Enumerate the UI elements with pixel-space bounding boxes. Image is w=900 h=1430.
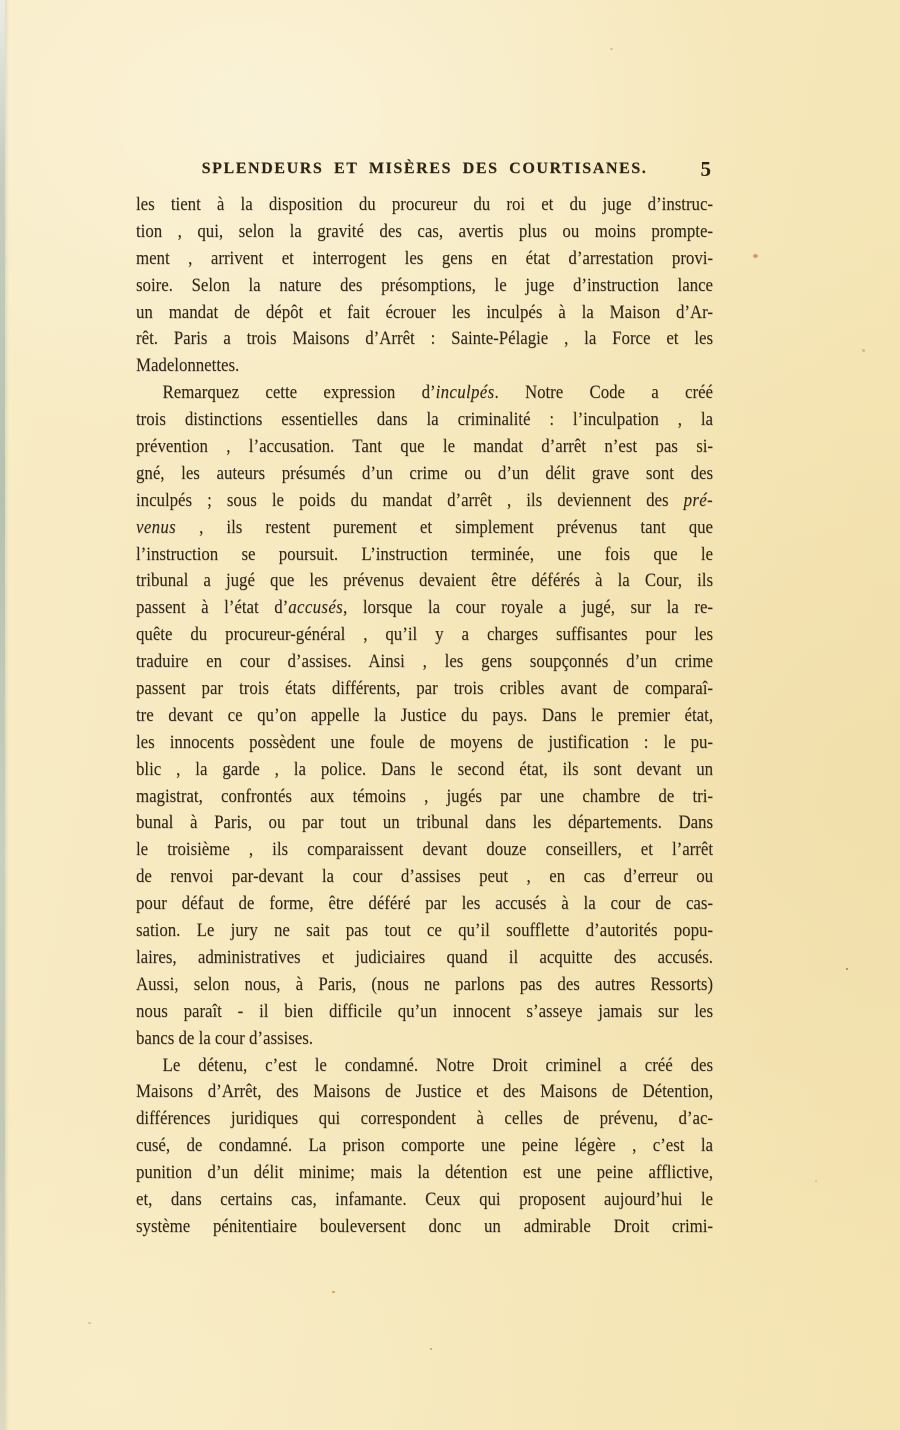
text-segment: , lorsque la cour royale a jugé, sur la re- bbox=[343, 597, 714, 619]
text-segment: Madelonnettes. bbox=[136, 355, 240, 377]
text-segment: blic , la garde , la police. Dans le second état, ils sont devant un bbox=[136, 758, 714, 780]
text-line bbox=[136, 326, 713, 353]
text-segment: les tient à la disposition du procureur du roi et du juge d’instruc- bbox=[136, 194, 714, 215]
text-line bbox=[136, 407, 713, 434]
text-line bbox=[136, 1079, 713, 1106]
text-line bbox=[136, 246, 713, 273]
running-header-title: SPLENDEURS ET MISÈRES DES COURTISANES. bbox=[201, 160, 648, 177]
text-segment: . Notre Code a créé bbox=[494, 382, 714, 404]
text-line bbox=[136, 864, 713, 891]
text-line bbox=[136, 784, 713, 811]
text-line bbox=[136, 1133, 713, 1160]
text-line bbox=[136, 219, 713, 246]
paper-speckle bbox=[88, 1322, 91, 1324]
scan-left-edge-shadow bbox=[5, 0, 9, 1430]
text-segment: tion , qui, selon la gravité des cas, avertis plus ou moins prompte- bbox=[136, 220, 714, 242]
text-line bbox=[136, 810, 713, 837]
paper-speckle bbox=[610, 48, 613, 50]
text-segment: gné, les auteurs présumés d’un crime ou d’un délit grave sont des bbox=[136, 462, 714, 484]
text-segment: ment , arrivent et interrogent les gens en état d’arrestation provi- bbox=[136, 247, 714, 269]
text-line bbox=[136, 999, 713, 1026]
text-line bbox=[136, 434, 713, 461]
text-line bbox=[136, 300, 713, 327]
text-line bbox=[136, 1214, 713, 1241]
paragraph bbox=[136, 380, 713, 1052]
text-line bbox=[136, 461, 713, 488]
text-segment-italic: inculpés bbox=[435, 382, 495, 404]
text-segment: tribunal a jugé que les prévenus devaient être déférés à la Cour, ils bbox=[136, 570, 714, 592]
text-line bbox=[136, 730, 713, 757]
text-segment: trois distinctions essentielles dans la criminalité : l’inculpation , la bbox=[136, 409, 714, 431]
text-segment: pour défaut de forme, être déféré par les accusés à la cour de cas- bbox=[136, 893, 714, 915]
text-segment: le troisième , ils comparaissent devant douze conseillers, et l’arrêt bbox=[136, 839, 714, 861]
paper-speckle bbox=[332, 1291, 335, 1293]
text-line bbox=[136, 595, 713, 622]
text-segment: tre devant ce qu’on appelle la Justice du pays. Dans le premier état, bbox=[136, 704, 714, 726]
text-segment: différences juridiques qui correspondent à celles de prévenu, d’ac- bbox=[136, 1108, 714, 1130]
text-segment: passent à l’état d’ bbox=[136, 597, 289, 619]
text-line bbox=[136, 837, 713, 864]
text-segment: quête du procureur-général , qu’il y a charges suffisantes pour les bbox=[136, 624, 714, 646]
text-line bbox=[136, 192, 713, 219]
text-segment: système pénitentiaire bouleversent donc un admirable Droit crimi- bbox=[136, 1215, 714, 1237]
text-segment: un mandat de dépôt et fait écrouer les inculpés à la Maison d’Ar- bbox=[136, 301, 714, 323]
text-line bbox=[136, 1106, 713, 1133]
running-header bbox=[136, 157, 713, 186]
text-line bbox=[136, 757, 713, 784]
text-segment: bancs de la cour d’assises. bbox=[136, 1027, 313, 1049]
text-line bbox=[136, 918, 713, 945]
text-segment: magistrat, confrontés aux témoins , jugés par une chambre de tri- bbox=[136, 785, 714, 807]
paper-speckle bbox=[815, 1180, 817, 1182]
paragraph bbox=[136, 192, 713, 380]
text-line bbox=[136, 568, 713, 595]
text-segment: les innocents possèdent une foule de moyens de justification : le pu- bbox=[136, 731, 714, 753]
text-segment: traduire en cour d’assises. Ainsi , les gens soupçonnés d’un crime bbox=[136, 651, 714, 673]
paper-speckle bbox=[846, 968, 848, 970]
page-body bbox=[136, 192, 713, 1241]
text-segment: bunal à Paris, ou par tout un tribunal dans les départements. Dans bbox=[136, 812, 714, 834]
paper-speckle bbox=[430, 1348, 432, 1350]
text-line bbox=[136, 703, 713, 730]
text-line bbox=[136, 1187, 713, 1214]
text-segment: cusé, de condamné. La prison comporte une peine légère , c’est la bbox=[136, 1135, 714, 1157]
text-line bbox=[136, 972, 713, 999]
text-line bbox=[136, 1026, 713, 1053]
paper-speckle bbox=[862, 349, 865, 352]
page-number: 5 bbox=[700, 157, 711, 181]
text-segment: sation. Le jury ne sait pas tout ce qu’il soufflette d’autorités popu- bbox=[136, 920, 714, 942]
text-segment: Maisons d’Arrêt, des Maisons de Justice et des Maisons de Détention, bbox=[136, 1081, 714, 1103]
text-segment: de renvoi par-devant la cour d’assises peut , en cas d’erreur ou bbox=[136, 866, 714, 888]
text-line bbox=[136, 353, 713, 380]
text-segment: laires, administratives et judiciaires quand il acquitte des accusés. bbox=[136, 946, 714, 968]
text-line bbox=[136, 273, 713, 300]
text-segment: et, dans certains cas, infamante. Ceux qui proposent aujourd’hui le bbox=[136, 1188, 714, 1210]
text-segment: soire. Selon la nature des présomptions, le juge d’instruction lance bbox=[136, 274, 714, 296]
text-segment: l’instruction se poursuit. L’instruction terminée, une fois que le bbox=[136, 543, 714, 565]
text-line bbox=[136, 649, 713, 676]
text-segment: punition d’un délit minime; mais la détention est une peine afflictive, bbox=[136, 1162, 714, 1184]
text-line bbox=[136, 676, 713, 703]
foxing-spot bbox=[753, 254, 758, 258]
text-line bbox=[136, 622, 713, 649]
text-line bbox=[136, 1053, 713, 1080]
text-line bbox=[136, 891, 713, 918]
text-segment-italic: venus bbox=[136, 516, 177, 538]
text-segment: nous paraît - il bien difficile qu’un innocent s’asseye jamais sur les bbox=[136, 1000, 714, 1022]
text-line bbox=[136, 488, 713, 515]
text-segment: inculpés ; sous le poids du mandat d’arrêt , ils deviennent des bbox=[136, 489, 684, 511]
text-segment-italic: accusés bbox=[288, 597, 344, 619]
text-segment: rêt. Paris a trois Maisons d’Arrêt : Sainte-Pélagie , la Force et les bbox=[136, 328, 714, 350]
text-segment: Aussi, selon nous, à Paris, (nous ne parlons pas des autres Ressorts) bbox=[136, 973, 714, 995]
text-segment: Le détenu, c’est le condamné. Notre Droit criminel a créé des bbox=[162, 1054, 714, 1076]
text-segment-italic: pré- bbox=[683, 489, 714, 511]
text-segment: passent par trois états différents, par trois cribles avant de comparaî- bbox=[136, 678, 714, 700]
text-segment: Remarquez cette expression d’ bbox=[162, 382, 436, 404]
text-line bbox=[136, 515, 713, 542]
text-line bbox=[136, 542, 713, 569]
text-segment: , ils restent purement et simplement prévenus tant que bbox=[176, 516, 714, 538]
text-segment: prévention , l’accusation. Tant que le mandat d’arrêt n’est pas si- bbox=[136, 436, 714, 458]
text-line bbox=[136, 1160, 713, 1187]
text-line bbox=[136, 380, 713, 407]
paragraph bbox=[136, 1053, 713, 1241]
text-line bbox=[136, 945, 713, 972]
